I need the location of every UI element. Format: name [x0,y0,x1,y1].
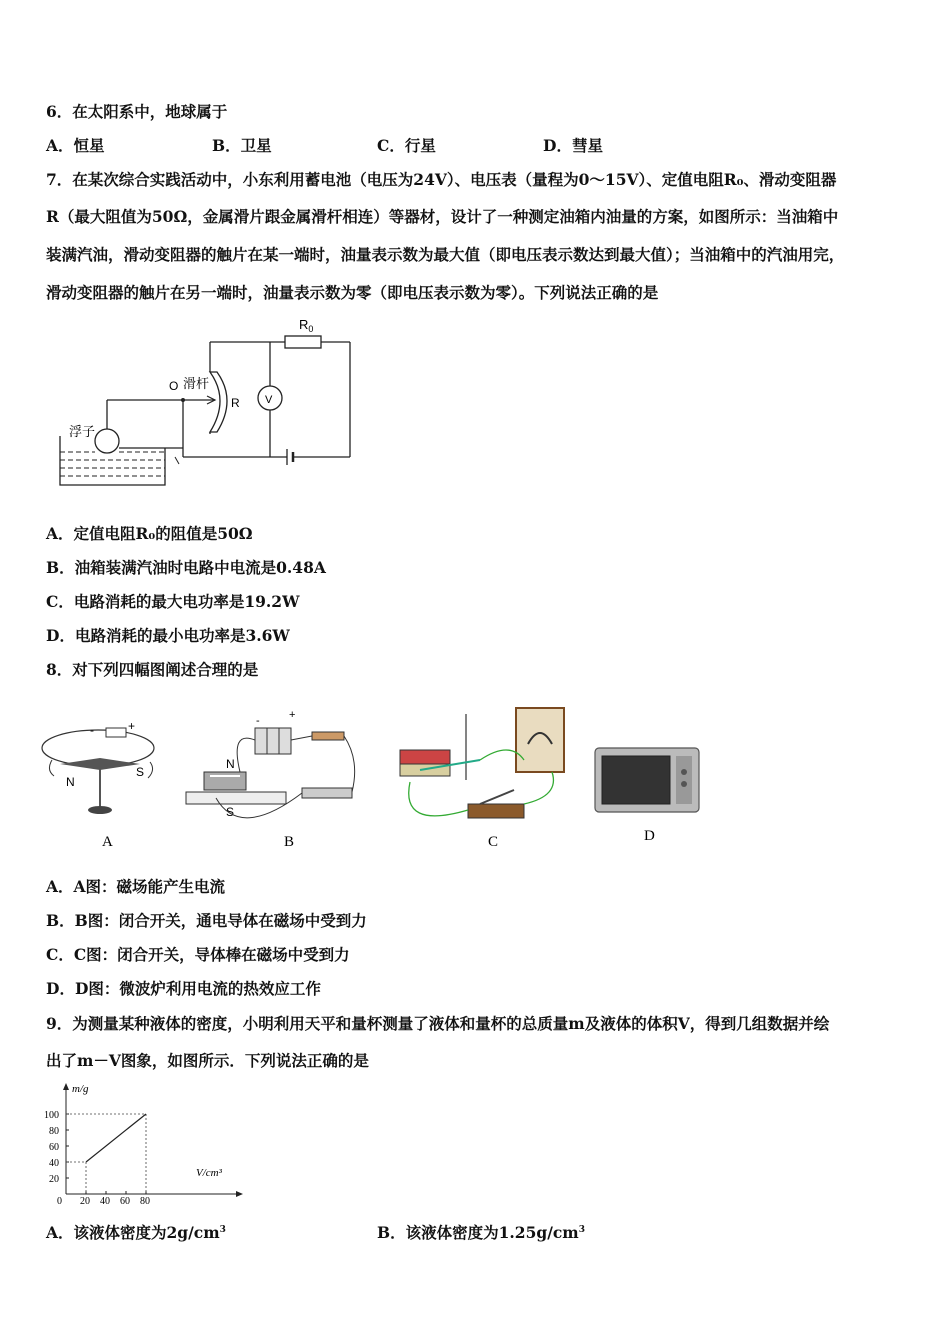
svg-text:N: N [66,775,75,789]
figure-c [400,708,564,850]
q7-stem-line-3: 装满汽油，滑动变阻器的触片在某一端时，油量表示数为最大值（即电压表示数达到最大值）；当油箱中的汽油用完， [46,245,845,264]
y-tick-label: 60 [49,1142,59,1153]
q7-circuit-figure [55,312,355,492]
r-resistor [210,372,227,432]
svg-text:C: C [488,834,499,850]
figure-d [595,748,699,844]
q9-option-b: B．该液体密度为$1.25g/cm^3$ [377,1223,585,1243]
svg-text:S: S [226,805,235,819]
q8-stem: 8．对下列四幅图阐述合理的是 [46,660,259,679]
y-tick-label: 100 [44,1110,59,1121]
svg-text:浮子: 浮子 [69,424,96,439]
svg-text:N: N [226,757,235,771]
figure-a [42,719,154,850]
svg-text:+: + [289,709,296,721]
x-tick-label: 60 [120,1196,130,1205]
q8-option-d: D．D图：微波炉利用电流的热效应工作 [46,979,321,998]
figure-b [186,709,355,850]
q6-option-b: B．卫星 [212,136,272,155]
q9-mv-chart [40,1080,250,1205]
svg-text:D: D [644,828,655,844]
svg-text:B: B [284,834,295,850]
q7-option-c: C．电路消耗的最大电功率是19.2W [46,592,300,611]
q6-option-d: D．彗星 [543,136,603,155]
x-tick-label: 40 [100,1196,110,1205]
svg-text:-: - [256,715,260,727]
y-tick-label: 80 [49,1126,59,1137]
q6-option-c: C．行星 [377,136,436,155]
y-axis-label: m/g [72,1083,89,1095]
svg-text:+: + [128,719,136,733]
x-tick-label: 80 [140,1196,150,1205]
q7-option-a: A．定值电阻R₀的阻值是50Ω [46,524,253,543]
svg-text:滑杆: 滑杆 [183,376,210,391]
svg-text:V: V [265,394,273,406]
svg-text:R0: $R_0$ [299,317,314,334]
svg-text:-: - [90,723,94,737]
q7-stem-line-2: R（最大阻值为50Ω，金属滑片跟金属滑杆相连）等器材，设计了一种测定油箱内油量的方案，如图所示：当油箱中 [46,207,839,226]
q8-option-a: A．A图：磁场能产生电流 [46,877,226,896]
q7-option-d: D．电路消耗的最小电功率是3.6W [46,626,290,645]
x-tick-label: 20 [80,1196,90,1205]
q7-option-b: B．油箱装满汽油时电路中电流是0.48A [46,558,326,577]
y-tick-label: 40 [49,1158,59,1169]
q7-stem-line-4: 滑动变阻器的触片在另一端时，油量表示数为零（即电压表示数为零）。下列说法正确的是 [46,283,659,302]
q8-option-c: C．C图：闭合开关，导体棒在磁场中受到力 [46,945,350,964]
svg-text:S: S [136,765,145,779]
q9-stem-line-2: 出了m－V图象，如图所示．下列说法正确的是 [46,1051,369,1070]
q9-stem-line-1: 9．为测量某种液体的密度，小明利用天平和量杯测量了液体和量杯的总质量m及液体的体积V，得到几组数据并绘 [46,1014,830,1033]
float [95,429,119,453]
svg-text:R: R [231,396,240,410]
q6-stem: 6．在太阳系中，地球属于 [46,102,228,121]
svg-text:A: A [102,834,113,850]
svg-text:O: O [169,379,179,393]
x-axis-label: V/cm³ [196,1167,222,1179]
r0-resistor [285,336,321,348]
series-line [86,1114,146,1162]
origin-label: 0 [57,1196,62,1205]
q8-option-b: B．B图：闭合开关，通电导体在磁场中受到力 [46,911,367,930]
q6-option-a: A．恒星 [46,136,105,155]
q8-figures [40,700,720,860]
q7-stem-line-1: 7．在某次综合实践活动中，小东利用蓄电池（电压为24V）、电压表（量程为0～15V）、定值电阻R₀、滑动变阻器 [46,170,837,189]
q9-option-a: A．该液体密度为$2g/cm^3$ [46,1223,226,1243]
y-tick-label: 20 [49,1174,59,1185]
